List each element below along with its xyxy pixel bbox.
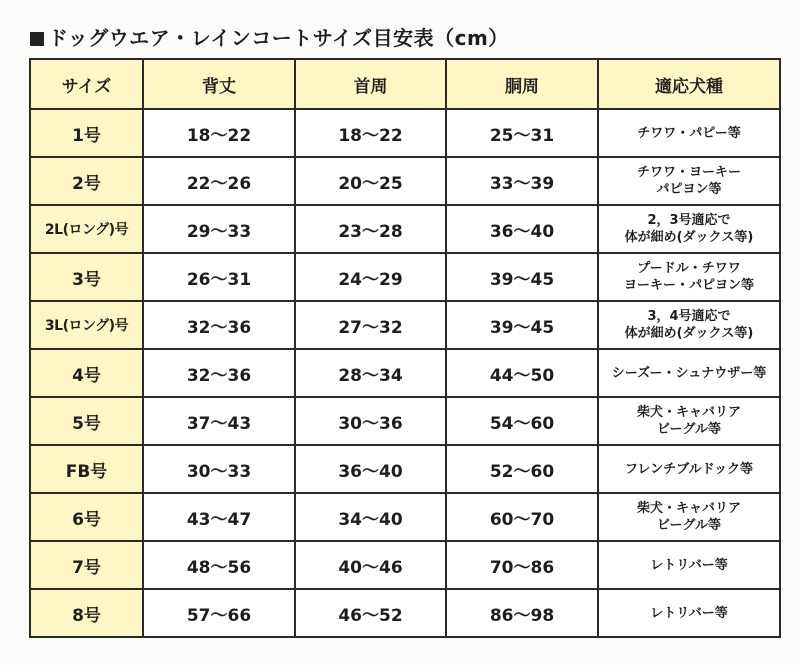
- chest-cell: 25～31: [446, 109, 598, 157]
- breed-cell: レトリバー等: [598, 541, 780, 589]
- table-row: [30, 397, 780, 445]
- table-row: [30, 109, 780, 157]
- breed-cell: フレンチブルドック等: [598, 445, 780, 493]
- chest-cell: 44～50: [446, 349, 598, 397]
- size-cell: 8号: [30, 589, 143, 637]
- chest-cell: 54～60: [446, 397, 598, 445]
- breed-cell: プードル・チワワ ヨーキー・パピヨン等: [598, 253, 780, 301]
- neck-cell: 40～46: [295, 541, 446, 589]
- chest-cell: 86～98: [446, 589, 598, 637]
- back-length-cell: 22～26: [143, 157, 295, 205]
- size-cell: 4号: [30, 349, 143, 397]
- size-chart-table: [29, 58, 781, 638]
- size-cell: 3L(ロング)号: [30, 301, 143, 349]
- breed-cell: 2，3号適応で 体が細め(ダックス等): [598, 205, 780, 253]
- table-row: [30, 205, 780, 253]
- breed-cell: レトリバー等: [598, 589, 780, 637]
- size-cell: 3号: [30, 253, 143, 301]
- back-length-cell: 30～33: [143, 445, 295, 493]
- size-cell: FB号: [30, 445, 143, 493]
- header-chest: 胴周: [446, 59, 598, 109]
- chest-cell: 33～39: [446, 157, 598, 205]
- table-row: [30, 493, 780, 541]
- header-breed: 適応犬種: [598, 59, 780, 109]
- neck-cell: 30～36: [295, 397, 446, 445]
- page-title-text: ドッグウエア・レインコートサイズ目安表（cm）: [48, 26, 509, 50]
- chest-cell: 70～86: [446, 541, 598, 589]
- chest-cell: 52～60: [446, 445, 598, 493]
- header-neck: 首周: [295, 59, 446, 109]
- chest-cell: 36～40: [446, 205, 598, 253]
- breed-cell: チワワ・ヨーキー パピヨン等: [598, 157, 780, 205]
- table-body: [30, 109, 780, 637]
- header-back-length: 背丈: [143, 59, 295, 109]
- table-row: [30, 445, 780, 493]
- neck-cell: 23～28: [295, 205, 446, 253]
- neck-cell: 18～22: [295, 109, 446, 157]
- back-length-cell: 32～36: [143, 301, 295, 349]
- header-size: サイズ: [30, 59, 143, 109]
- back-length-cell: 48～56: [143, 541, 295, 589]
- chest-cell: 60～70: [446, 493, 598, 541]
- neck-cell: 34～40: [295, 493, 446, 541]
- size-cell: 1号: [30, 109, 143, 157]
- back-length-cell: 32～36: [143, 349, 295, 397]
- neck-cell: 24～29: [295, 253, 446, 301]
- chest-cell: 39～45: [446, 253, 598, 301]
- table-row: [30, 349, 780, 397]
- neck-cell: 46～52: [295, 589, 446, 637]
- chest-cell: 39～45: [446, 301, 598, 349]
- square-bullet-icon: [30, 32, 44, 46]
- size-cell: 2号: [30, 157, 143, 205]
- neck-cell: 36～40: [295, 445, 446, 493]
- back-length-cell: 43～47: [143, 493, 295, 541]
- breed-cell: 柴犬・キャバリア ビーグル等: [598, 397, 780, 445]
- size-cell: 6号: [30, 493, 143, 541]
- table-row: [30, 253, 780, 301]
- back-length-cell: 29～33: [143, 205, 295, 253]
- table-row: [30, 301, 780, 349]
- back-length-cell: 26～31: [143, 253, 295, 301]
- back-length-cell: 57～66: [143, 589, 295, 637]
- table-row: [30, 541, 780, 589]
- breed-cell: シーズー・シュナウザー等: [598, 349, 780, 397]
- table-row: [30, 589, 780, 637]
- back-length-cell: 37～43: [143, 397, 295, 445]
- breed-cell: 柴犬・キャバリア ビーグル等: [598, 493, 780, 541]
- neck-cell: 20～25: [295, 157, 446, 205]
- size-cell: 2L(ロング)号: [30, 205, 143, 253]
- table-row: [30, 157, 780, 205]
- breed-cell: 3，4号適応で 体が細め(ダックス等): [598, 301, 780, 349]
- size-cell: 5号: [30, 397, 143, 445]
- table-header-row: [30, 59, 780, 109]
- neck-cell: 28～34: [295, 349, 446, 397]
- page-title: [30, 22, 509, 51]
- breed-cell: チワワ・パピー等: [598, 109, 780, 157]
- back-length-cell: 18～22: [143, 109, 295, 157]
- neck-cell: 27～32: [295, 301, 446, 349]
- size-cell: 7号: [30, 541, 143, 589]
